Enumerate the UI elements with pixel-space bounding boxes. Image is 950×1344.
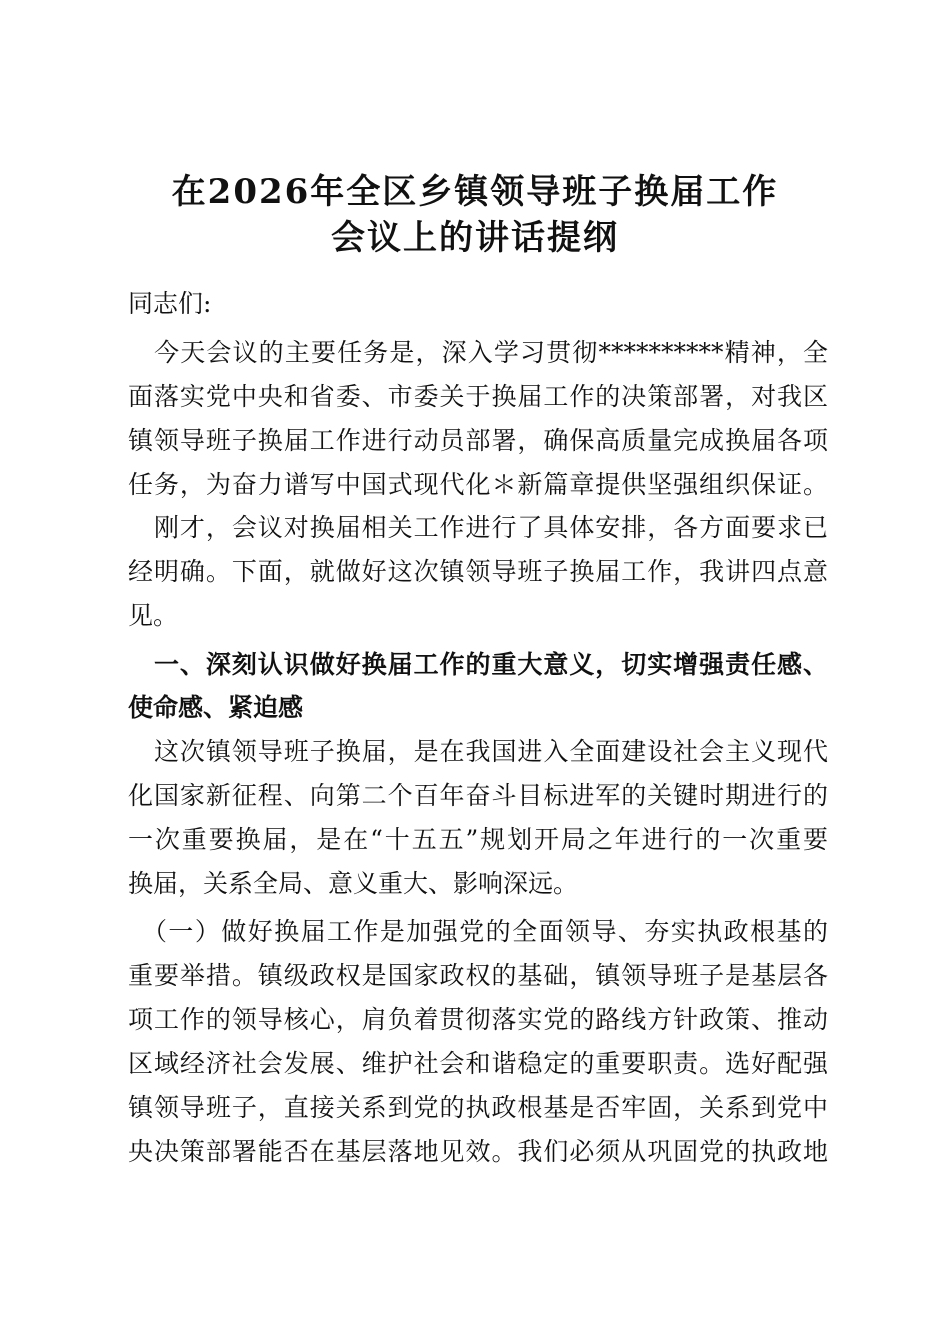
salutation: 同志们: <box>128 289 212 318</box>
body-line: 这次镇领导班子换届，是在我国进入全面建设社会主义现代 <box>128 737 828 766</box>
body-line: 见。 <box>128 601 179 630</box>
body-line: 项工作的领导核心，肩负着贯彻落实党的路线方针政策、推动 <box>128 1005 828 1034</box>
body-line: 镇领导班子换届工作进行动员部署，确保高质量完成换届各项 <box>128 426 828 455</box>
title-line-1: 在2026年全区乡镇领导班子换届工作 <box>171 172 779 212</box>
body-line: 镇领导班子，直接关系到党的执政根基是否牢固，关系到党中 <box>128 1093 828 1122</box>
body-line: 换届，关系全局、意义重大、影响深远。 <box>128 869 579 898</box>
section-heading: 使命感、紧迫感 <box>128 693 304 722</box>
section-heading: 一、深刻认识做好换届工作的重大意义，切实增强责任感、 <box>128 650 828 679</box>
body-line: 任务，为奋力谱写中国式现代化＊新篇章提供坚强组织保证。 <box>128 470 828 499</box>
body-line: 区域经济社会发展、维护社会和谐稳定的重要职责。选好配强 <box>128 1049 828 1078</box>
body-line: 央决策部署能否在基层落地见效。我们必须从巩固党的执政地 <box>128 1137 828 1166</box>
body-line: 重要举措。镇级政权是国家政权的基础，镇领导班子是基层各 <box>128 961 828 990</box>
body-line: 今天会议的主要任务是，深入学习贯彻**********精神，全 <box>128 338 828 367</box>
body-line: 经明确。下面，就做好这次镇领导班子换届工作，我讲四点意 <box>128 557 828 586</box>
body-line: 刚才，会议对换届相关工作进行了具体安排，各方面要求已 <box>128 513 828 542</box>
body-line: （一）做好换届工作是加强党的全面领导、夯实执政根基的 <box>128 917 828 946</box>
body-line: 一次重要换届，是在“十五五”规划开局之年进行的一次重要 <box>128 825 828 854</box>
body-line: 面落实党中央和省委、市委关于换届工作的决策部署，对我区 <box>128 382 828 411</box>
title-line-2: 会议上的讲话提纲 <box>331 218 619 258</box>
body-line: 化国家新征程、向第二个百年奋斗目标进军的关键时期进行的 <box>128 781 828 810</box>
